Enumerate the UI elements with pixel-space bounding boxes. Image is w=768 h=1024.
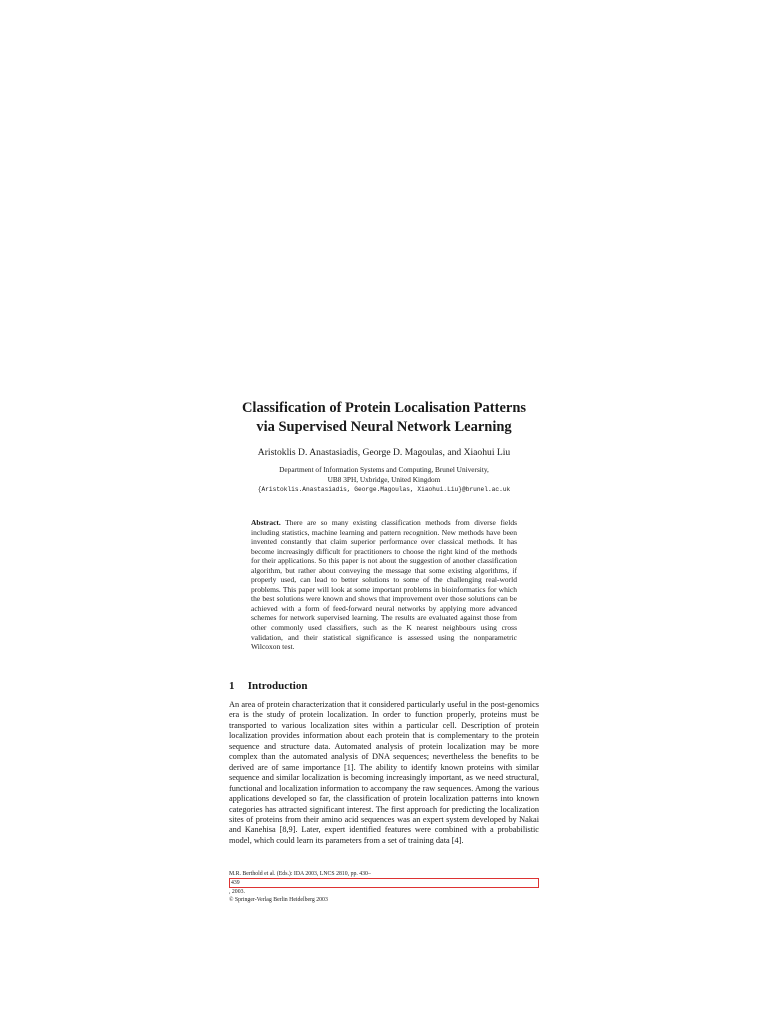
footnote-citation xyxy=(229,870,539,896)
footnote-citation-suffix: , 2003. xyxy=(229,889,245,895)
copyright-footnote xyxy=(229,870,539,904)
abstract-text: There are so many existing classification methods from diverse fields including statistics, machine learning and pattern recognition. New methods have been invented constantly that claim superior performance over classical methods. It has become increasingly difficult for practitioners to choose the right kind of the methods for their applications. So this paper is not about the suggestion of another classification algorithm, but rather about conveying the message that some existing algorithms, if properly used, can lead to better solutions to some of the challenging real-world problems. This paper will look at some important problems in bioinformatics for which the best solutions were known and shows that improvement over those solutions can be achieved with a form of feed-forward neural networks by applying more advanced schemes for network supervised learning. The results are evaluated against those from other commonly used classifiers, such as the K nearest neighbours using cross validation, and their statistical significance is assessed using the nonparametric Wilcoxon test. xyxy=(251,518,517,652)
footnote-citation-prefix: M.R. Berthold et al. (Eds.): IDA 2003, LNCS 2810, pp. 430– xyxy=(229,871,371,877)
author-list: Aristoklis D. Anastasiadis, George D. Magoulas, and Xiaohui Liu xyxy=(257,447,511,458)
abstract xyxy=(251,518,517,652)
footnote-copyright: © Springer-Verlag Berlin Heidelberg 2003 xyxy=(229,897,328,903)
section-title: Introduction xyxy=(247,680,308,692)
abstract-label: Abstract. xyxy=(251,518,281,527)
title-line-2: via Supervised Neural Network Learning xyxy=(256,419,512,435)
affiliation-block xyxy=(200,465,568,495)
section-heading xyxy=(229,680,539,692)
paper-title xyxy=(200,399,568,437)
author-emails: {Aristoklis.Anastasiadis, George.Magoulas, Xiaohui.Liu}@brunel.ac.uk xyxy=(257,486,511,493)
title-line-1: Classification of Protein Localisation Patterns xyxy=(241,400,527,416)
section-number: 1 xyxy=(229,680,235,692)
affiliation-line-1: Department of Information Systems and Computing, Brunel University, xyxy=(279,465,489,474)
page-range-link[interactable]: 439 xyxy=(229,878,539,888)
intro-paragraph: An area of protein characterization that it considered particularly useful in the post-genomics era is the study of protein localization. In order to function properly, proteins must be transported to various localization sites within a particular cell. Description of protein localization provides information about each protein that is complementary to the protein sequence and structure data. Automated analysis of protein localization may be more complex than the automated analysis of DNA sequences; nevertheless the benefits to be derived are of same importance [1]. The ability to identify known proteins with similar sequence and similar localization is becoming increasingly important, as we need structural, functional and localization information to accompany the raw sequences. Among the various applications developed so far, the classification of protein localization patterns into known categories has attracted significant interest. The first approach for predicting the localization sites of proteins from their amino acid sequences was an expert system developed by Nakai and Kanehisa [8,9]. Later, expert identified features were combined with a probabilistic model, which could learn its parameters from a set of training data [4]. xyxy=(229,700,539,845)
affiliation-line-2: UB8 3PH, Uxbridge, United Kingdom xyxy=(327,475,441,484)
